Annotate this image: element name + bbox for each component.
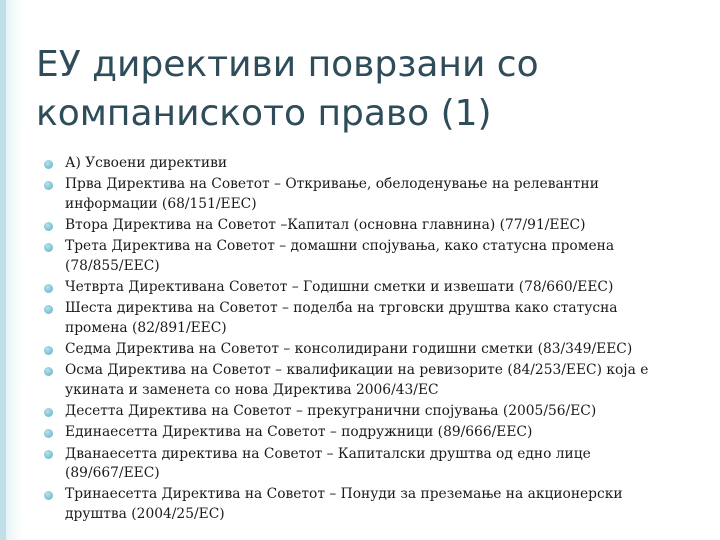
slide-title: ЕУ директиви поврзани со компаниското право (1) (36, 44, 539, 134)
bullet-icon (44, 181, 53, 190)
bullet-text: Дванаесетта директива на Советот – Капиталски друштва од едно лице (89/667/EEC) (65, 445, 591, 481)
bullet-item (44, 154, 674, 173)
bullet-text: А) Усвоени директиви (65, 155, 228, 171)
bullet-icon (44, 450, 53, 459)
bullet-list (44, 154, 674, 526)
left-accent-bar (0, 0, 6, 540)
bullet-text: Трета Директива на Советот – домашни спојувања, како статусна промена (78/855/EEC) (65, 238, 615, 274)
bullet-icon (44, 243, 53, 252)
bullet-text: Прва Директива на Советот – Откривање, обелоденување на релевантни информации (68/151/EEC) (65, 176, 599, 212)
bullet-text: Втора Директива на Советот –Капитал (основна главнина) (77/91/EEC) (65, 216, 586, 233)
bullet-text: Седма Директива на Советот – консолидирани годишни сметки (83/349/EEC) (65, 340, 633, 357)
bullet-item (44, 278, 674, 297)
bullet-icon (44, 367, 53, 376)
bullet-icon (44, 160, 53, 169)
bullet-item (44, 340, 674, 359)
bullet-icon (44, 222, 53, 231)
bullet-text: Единаесетта Директива на Советот – подружници (89/666/EEC) (65, 424, 533, 441)
bullet-icon (44, 491, 53, 500)
bullet-text: Шеста директива на Советот – поделба на трговски друштва како статусна промена (82/891/EEC) (65, 300, 618, 336)
bullet-text: Десетта Директива на Советот – прекугранични спојувања (2005/56/EC) (65, 402, 597, 419)
bullet-text: Четврта Директивана Советот – Годишни сметки и извешати (78/660/EEC) (65, 278, 614, 295)
bullet-item (44, 402, 674, 421)
bullet-item (44, 361, 674, 399)
bullet-item (44, 237, 674, 275)
bullet-icon (44, 429, 53, 438)
bullet-text: Тринаесетта Директива на Советот – Понуди за преземање на акционерски друштва (2004/25/EC) (65, 486, 623, 522)
bullet-icon (44, 408, 53, 417)
bullet-item (44, 445, 674, 483)
bullet-item (44, 299, 674, 337)
bullet-item (44, 216, 674, 235)
bullet-item (44, 175, 674, 213)
bullet-item (44, 423, 674, 442)
bullet-text: Осма Директива на Советот – квалификации на ревизорите (84/253/EEC) која е укината и заменета со нова Директива 2006/43/EC (65, 362, 649, 398)
bullet-icon (44, 284, 53, 293)
bullet-item (44, 485, 674, 523)
bullet-icon (44, 346, 53, 355)
bullet-icon (44, 305, 53, 314)
